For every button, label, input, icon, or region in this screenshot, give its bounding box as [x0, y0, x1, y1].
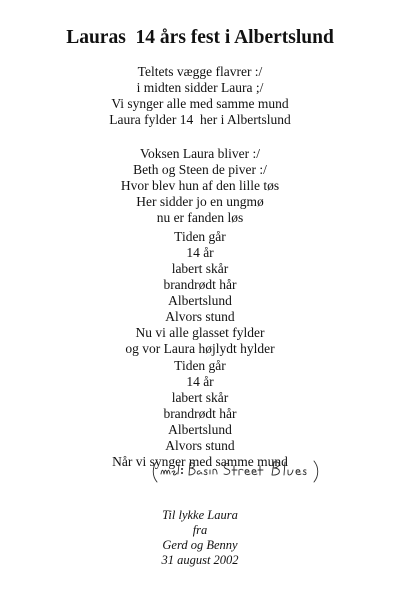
- verse-line: i midten sidder Laura ;/: [136, 80, 264, 95]
- verse-3: [0, 229, 400, 357]
- verse-line: labert skår: [171, 261, 229, 276]
- verse-line: Beth og Steen de piver :/: [133, 162, 267, 177]
- dedication-line: Til lykke Laura: [162, 508, 238, 522]
- verse-line: Når vi synger med samme mund: [112, 454, 288, 469]
- verse-line: labert skår: [171, 390, 229, 405]
- verse-line: brandrødt hår: [163, 406, 237, 421]
- verse-line: nu er fanden løs: [156, 210, 244, 225]
- verse-line: Vi synger alle med samme mund: [111, 96, 289, 111]
- verse-line: Nu vi alle glasset fylder: [135, 325, 265, 340]
- verse-line: Albertslund: [168, 422, 232, 437]
- verse-4: [0, 358, 400, 470]
- handwriting-scribble: [150, 458, 325, 484]
- verse-line: 14 år: [186, 374, 214, 389]
- verse-line: Hvor blev hun af den lille tøs: [120, 178, 280, 193]
- dedication-line: fra: [192, 523, 208, 537]
- verse-line: Alvors stund: [165, 438, 235, 453]
- verse-line: Laura fylder 14 her i Albertslund: [109, 112, 291, 127]
- dedication-date: 31 august 2002: [161, 553, 239, 567]
- verse-1: [0, 64, 400, 128]
- verse-line: Teltets vægge flavrer :/: [137, 64, 263, 79]
- handwritten-melody-note: [150, 458, 325, 484]
- song-title: Lauras 14 års fest i Albertslund: [66, 27, 334, 48]
- verse-line: Her sidder jo en ungmø: [136, 194, 264, 209]
- verse-line: 14 år: [186, 245, 214, 260]
- verse-2: [0, 146, 400, 226]
- verse-line: Voksen Laura bliver :/: [139, 146, 261, 161]
- dedication-line: Gerd og Benny: [162, 538, 238, 552]
- verse-line: Albertslund: [168, 293, 232, 308]
- dedication: [0, 508, 400, 568]
- verse-line: og vor Laura højlydt hylder: [125, 341, 275, 356]
- verse-line: Tiden går: [174, 229, 226, 244]
- verse-line: Tiden går: [174, 358, 226, 373]
- verse-line: Alvors stund: [165, 309, 235, 324]
- verse-line: brandrødt hår: [163, 277, 237, 292]
